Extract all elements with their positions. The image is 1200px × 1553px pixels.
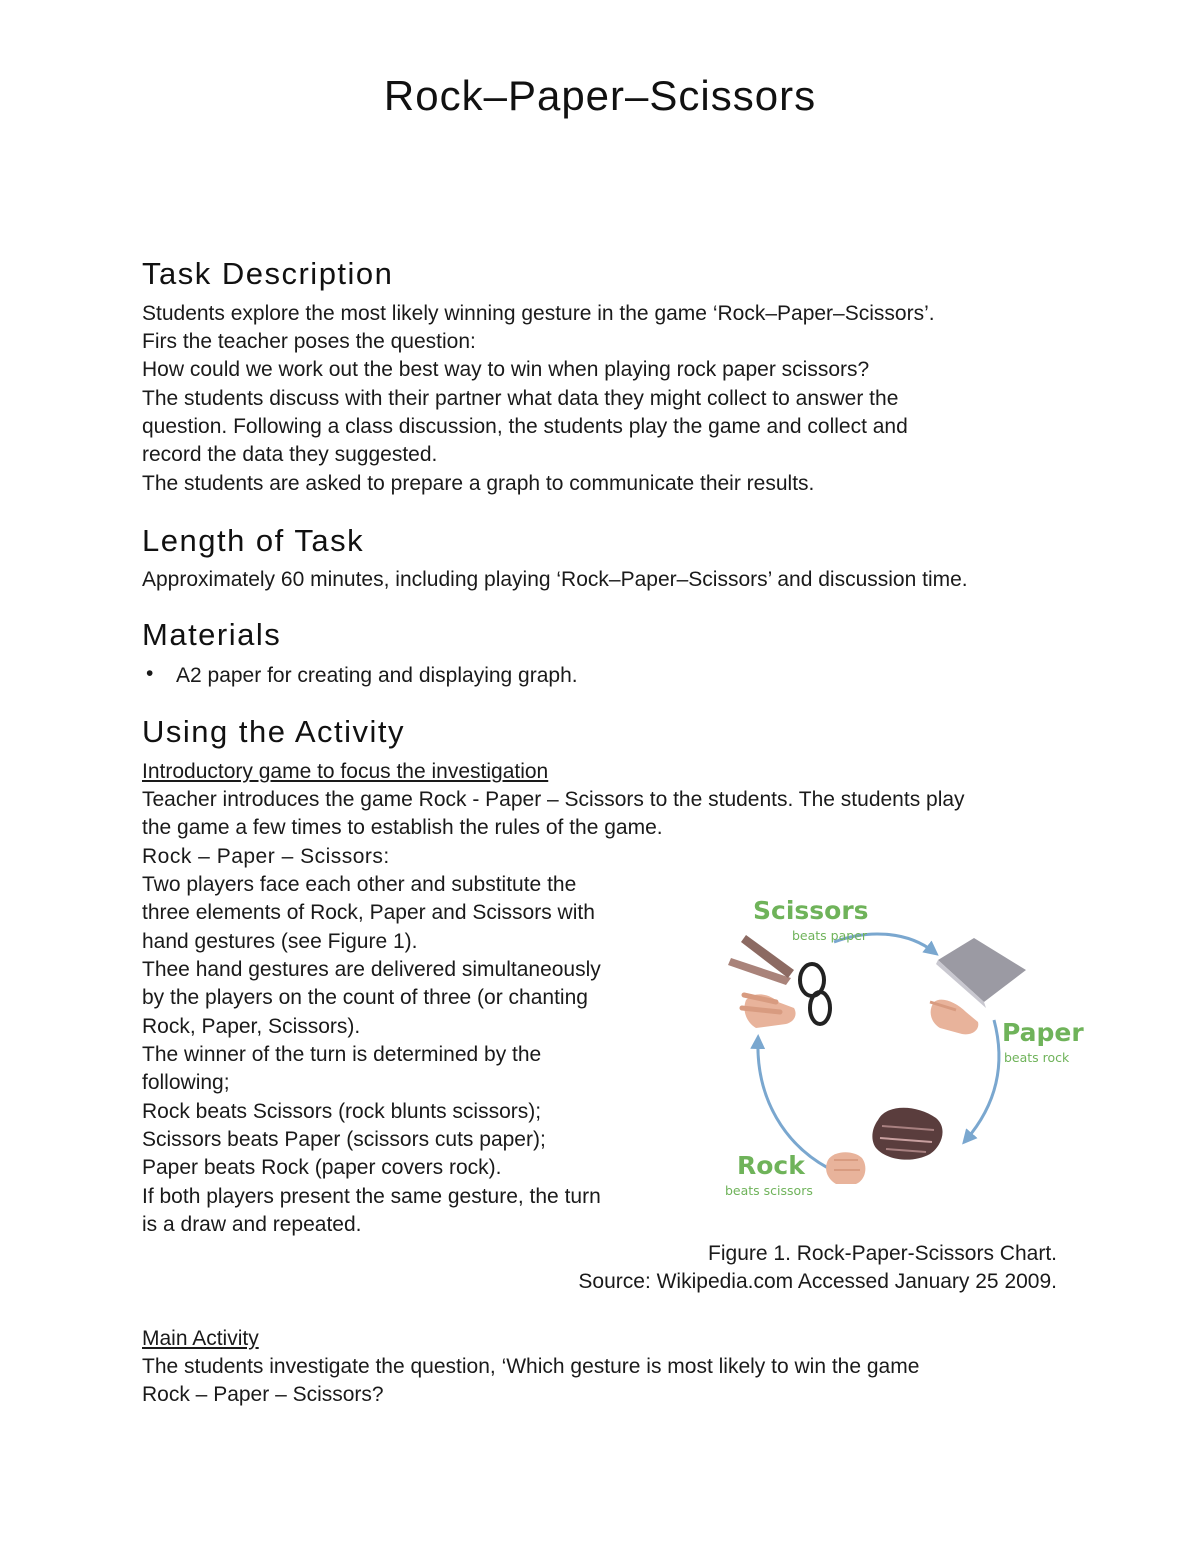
task-description-line: Students explore the most likely winning gesture in the game ‘Rock–Paper–Scissors’. [142, 302, 935, 325]
task-description-heading: Task Description [142, 256, 394, 291]
task-description-line: Firs the teacher poses the question: [142, 330, 476, 353]
rock-label: Rock [737, 1151, 805, 1180]
scissors-label: Scissors [753, 896, 869, 925]
rock-icon [872, 1108, 942, 1160]
rock-sub-label: beats scissors [725, 1183, 813, 1198]
rules-line: three elements of Rock, Paper and Scissors with [142, 901, 595, 924]
rules-line: Scissors beats Paper (scissors cuts paper); [142, 1128, 546, 1151]
rules-line: hand gestures (see Figure 1). [142, 930, 418, 953]
rules-line: If both players present the same gesture, the turn [142, 1185, 601, 1208]
rps-figure [716, 890, 1086, 1220]
bullet-icon: • [146, 662, 154, 685]
page-title: Rock–Paper–Scissors [383, 72, 817, 119]
rules-line: Rock beats Scissors (rock blunts scissors); [142, 1100, 542, 1123]
task-description-line: The students are asked to prepare a graph to communicate their results. [142, 472, 815, 495]
rules-line: Two players face each other and substitute the [142, 873, 577, 896]
figure-source: Source: Wikipedia.com Accessed January 25 2009. [578, 1270, 1057, 1293]
paper-icon [936, 938, 1026, 1008]
rock-hand-icon [826, 1152, 865, 1184]
materials-heading: Materials [142, 617, 282, 652]
scissors-hand-icon [742, 994, 796, 1028]
main-activity-line: Rock – Paper – Scissors? [142, 1383, 384, 1406]
intro-subheading: Introductory game to focus the investigation [142, 760, 549, 783]
main-activity-line: The students investigate the question, ‘Which gesture is most likely to win the game [142, 1355, 920, 1378]
figure-caption: Figure 1. Rock-Paper-Scissors Chart. [708, 1242, 1057, 1265]
task-description-line: How could we work out the best way to win when playing rock paper scissors? [142, 358, 870, 381]
intro-line: Teacher introduces the game Rock - Paper – Scissors to the students. The students play [142, 788, 965, 811]
rules-line: Paper beats Rock (paper covers rock). [142, 1156, 502, 1179]
length-text: Approximately 60 minutes, including playing ‘Rock–Paper–Scissors’ and discussion time. [142, 568, 968, 591]
paper-hand-icon [930, 1000, 978, 1035]
paper-sub-label: beats rock [1004, 1050, 1070, 1065]
length-heading: Length of Task [142, 523, 365, 558]
intro-line: the game a few times to establish the rules of the game. [142, 816, 663, 839]
rules-line: is a draw and repeated. [142, 1213, 362, 1236]
rules-line: The winner of the turn is determined by the [142, 1043, 542, 1066]
rules-heading: Rock – Paper – Scissors: [142, 845, 390, 868]
scissors-sub-label: beats paper [792, 928, 868, 943]
paper-label: Paper [1002, 1018, 1084, 1047]
main-activity-subheading: Main Activity [142, 1327, 259, 1350]
arrow-rock-to-scissors [758, 1040, 828, 1168]
using-heading: Using the Activity [142, 714, 406, 749]
task-description-line: question. Following a class discussion, the students play the game and collect and [142, 415, 908, 438]
arrow-paper-to-rock [966, 1020, 999, 1140]
rules-line: following; [142, 1071, 230, 1094]
task-description-line: record the data they suggested. [142, 443, 438, 466]
rules-line: Rock, Paper, Scissors). [142, 1015, 361, 1038]
materials-item: A2 paper for creating and displaying graph. [176, 664, 578, 687]
rules-line: by the players on the count of three (or chanting [142, 986, 588, 1009]
rules-line: Thee hand gestures are delivered simultaneously [142, 958, 601, 981]
task-description-line: The students discuss with their partner what data they might collect to answer the [142, 387, 899, 410]
